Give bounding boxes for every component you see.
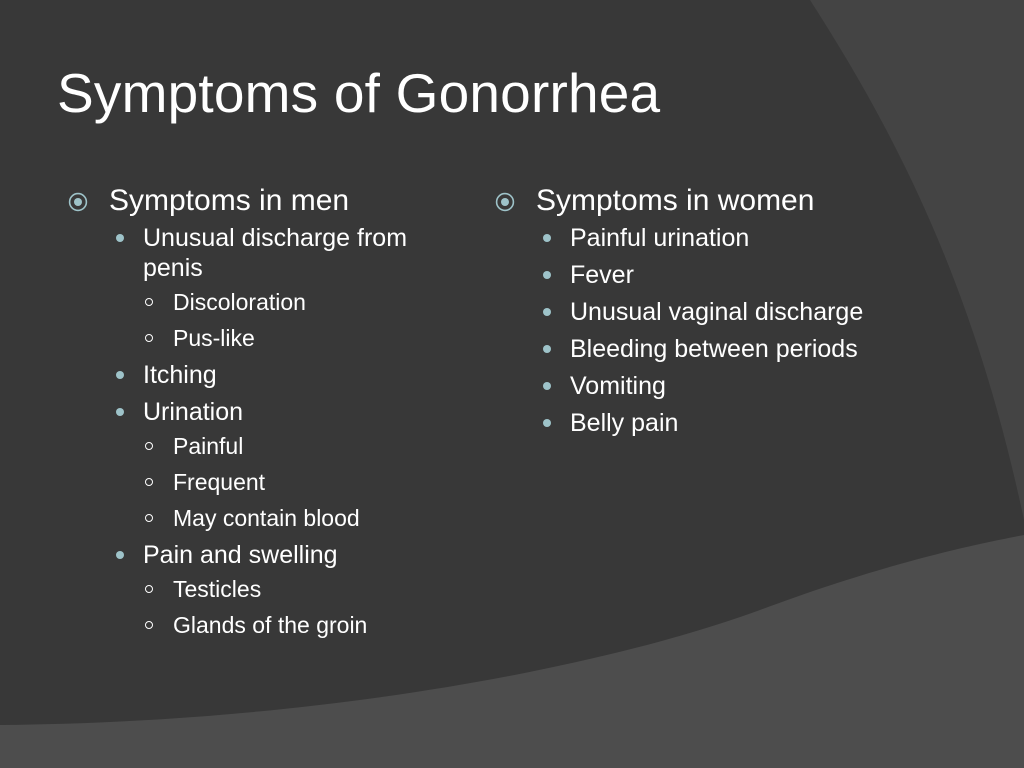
women-heading xyxy=(494,183,894,219)
sub-list-item-text: May contain blood xyxy=(173,505,360,531)
hollow-circle-bullet-icon xyxy=(145,334,153,342)
list-item-text: Painful urination xyxy=(570,224,750,252)
sub-list-item-text: Painful xyxy=(173,433,244,459)
list-item xyxy=(109,540,467,640)
sub-list-item xyxy=(141,503,467,533)
sub-list-item-text: Frequent xyxy=(173,469,266,495)
sub-list-item xyxy=(141,610,467,640)
bullet-dot-icon xyxy=(543,234,551,242)
sub-list-item-text: Glands of the groin xyxy=(173,612,368,638)
sub-list-item-text: Pus-like xyxy=(173,325,255,351)
sub-list xyxy=(143,431,467,533)
circled-dot-bullet-icon xyxy=(495,192,515,212)
slide-title: Symptoms of Gonorrhea xyxy=(57,62,661,124)
list-item-text: Pain and swelling xyxy=(143,541,338,569)
men-symptom-list xyxy=(67,223,467,640)
list-item xyxy=(109,223,467,353)
list-item-text: Fever xyxy=(570,261,634,289)
list-item xyxy=(109,397,467,533)
circled-dot-bullet-icon xyxy=(68,192,88,212)
men-heading xyxy=(67,183,467,219)
list-item-text: Bleeding between periods xyxy=(570,335,858,363)
bullet-dot-icon xyxy=(543,308,551,316)
hollow-circle-bullet-icon xyxy=(145,585,153,593)
sub-list-item xyxy=(141,574,467,604)
sub-list-item-text: Discoloration xyxy=(173,289,306,315)
bullet-dot-icon xyxy=(116,408,124,416)
list-item xyxy=(536,223,894,253)
list-item xyxy=(536,260,894,290)
bullet-dot-icon xyxy=(116,234,124,242)
sub-list-item xyxy=(141,323,467,353)
list-item xyxy=(536,334,894,364)
women-symptom-list xyxy=(494,223,894,438)
men-heading-text: Symptoms in men xyxy=(109,184,350,217)
men-symptoms-column xyxy=(67,183,467,647)
sub-list-item xyxy=(141,287,467,317)
list-item-text: Vomiting xyxy=(570,372,666,400)
list-item xyxy=(536,371,894,401)
bullet-dot-icon xyxy=(543,271,551,279)
list-item-text: Urination xyxy=(143,398,244,426)
list-item xyxy=(536,408,894,438)
list-item xyxy=(109,360,467,390)
list-item-text: Unusual discharge from penis xyxy=(143,224,408,282)
sub-list-item xyxy=(141,431,467,461)
list-item-text: Belly pain xyxy=(570,409,679,437)
hollow-circle-bullet-icon xyxy=(145,621,153,629)
women-symptoms-column xyxy=(494,183,894,445)
bullet-dot-icon xyxy=(543,345,551,353)
women-heading-text: Symptoms in women xyxy=(536,184,815,217)
sub-list xyxy=(143,287,467,353)
sub-list-item-text: Testicles xyxy=(173,576,262,602)
hollow-circle-bullet-icon xyxy=(145,514,153,522)
bullet-dot-icon xyxy=(543,382,551,390)
bullet-dot-icon xyxy=(543,419,551,427)
list-item-text: Unusual vaginal discharge xyxy=(570,298,864,326)
hollow-circle-bullet-icon xyxy=(145,478,153,486)
list-item-text: Itching xyxy=(143,361,217,389)
bullet-dot-icon xyxy=(116,371,124,379)
hollow-circle-bullet-icon xyxy=(145,442,153,450)
list-item xyxy=(536,297,894,327)
bullet-dot-icon xyxy=(116,551,124,559)
sub-list xyxy=(143,574,467,640)
sub-list-item xyxy=(141,467,467,497)
hollow-circle-bullet-icon xyxy=(145,298,153,306)
